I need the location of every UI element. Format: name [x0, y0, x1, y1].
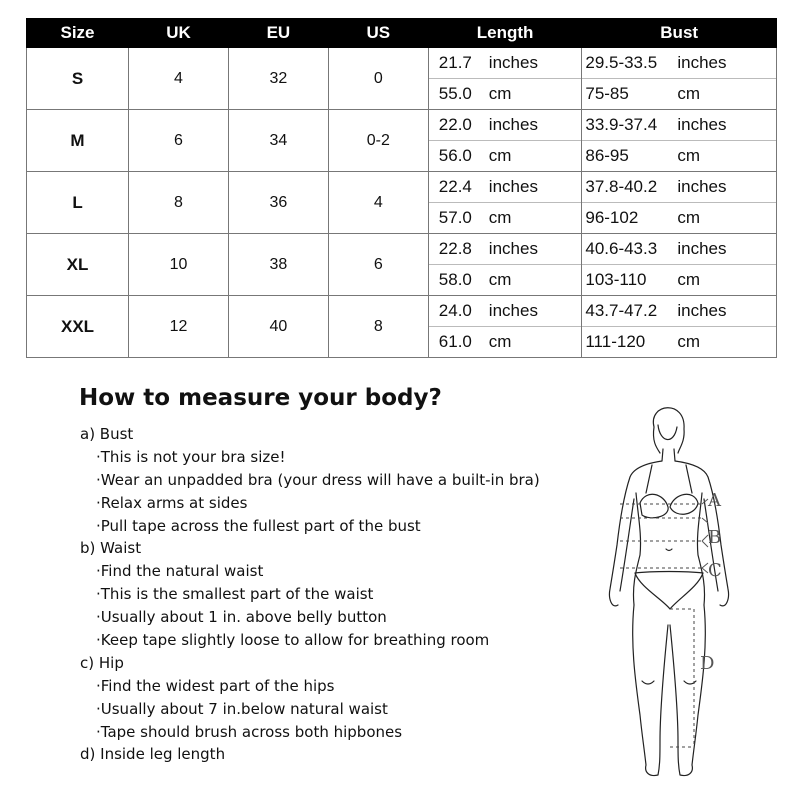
- guide-tip: ·Usually about 7 in.below natural waist: [96, 699, 388, 718]
- body-outline-illustration: [590, 395, 750, 785]
- measure-guide-list: [80, 423, 540, 766]
- bust-cm-unit: cm: [677, 146, 701, 165]
- guide-section-heading: d) Inside leg length: [80, 745, 226, 764]
- length-cm-unit: cm: [488, 208, 512, 227]
- bust-cell: [582, 172, 777, 234]
- length-inches-unit: inches: [488, 177, 538, 196]
- length-cell: [428, 48, 582, 110]
- bust-cm: [582, 265, 776, 295]
- length-inches-value: 24.0: [438, 301, 472, 320]
- length-cm-value: 56.0: [438, 146, 472, 165]
- figure-label-a: A: [708, 490, 721, 511]
- bust-cm-unit: cm: [677, 270, 701, 289]
- us-cell: 8: [328, 296, 428, 358]
- guide-tip: ·Pull tape across the fullest part of the bust: [96, 516, 421, 535]
- length-cm-value: 58.0: [438, 270, 472, 289]
- us-cell: 0: [328, 48, 428, 110]
- length-cm-unit: cm: [488, 84, 512, 103]
- bust-inches: [582, 296, 776, 327]
- us-cell: 0-2: [328, 110, 428, 172]
- size-cell: XXL: [27, 296, 129, 358]
- bust-cell: [582, 48, 777, 110]
- bust-cell: [582, 296, 777, 358]
- length-cm-unit: cm: [488, 146, 512, 165]
- length-inches-value: 22.8: [438, 239, 472, 258]
- size-chart-table: [26, 18, 777, 358]
- table-row: [27, 110, 777, 172]
- length-inches-unit: inches: [488, 53, 538, 72]
- figure-label-d: D: [700, 653, 715, 674]
- eu-cell: 36: [228, 172, 328, 234]
- figure-label-b: B: [708, 527, 722, 548]
- guide-tip: ·Wear an unpadded bra (your dress will have a built-in bra): [96, 470, 540, 489]
- length-inches-unit: inches: [488, 239, 538, 258]
- guide-tip: ·Tape should brush across both hipbones: [96, 722, 403, 741]
- guide-tip: ·Find the natural waist: [96, 562, 264, 581]
- size-cell: S: [27, 48, 129, 110]
- size-cell: XL: [27, 234, 129, 296]
- guide-tip: ·Relax arms at sides: [96, 493, 248, 512]
- bust-cm-value: 111-120: [585, 332, 646, 351]
- bust-cm-value: 86-95: [585, 146, 629, 165]
- length-cell: [428, 296, 582, 358]
- length-cell: [428, 172, 582, 234]
- bust-inches-value: 40.6-43.3: [585, 239, 658, 258]
- bust-inches-value: 33.9-37.4: [585, 115, 658, 134]
- length-cell: [428, 234, 582, 296]
- bust-cm-value: 75-85: [585, 84, 629, 103]
- column-header-eu: EU: [228, 19, 328, 48]
- uk-cell: 8: [129, 172, 229, 234]
- length-inches-value: 21.7: [438, 53, 472, 72]
- bust-cm-unit: cm: [677, 332, 701, 351]
- bust-inches: [582, 48, 776, 79]
- eu-cell: 38: [228, 234, 328, 296]
- length-cm-value: 57.0: [438, 208, 472, 227]
- length-inches: [429, 234, 582, 265]
- length-cm: [429, 79, 582, 109]
- bust-inches-value: 43.7-47.2: [585, 301, 658, 320]
- length-cm: [429, 141, 582, 171]
- bust-inches-value: 29.5-33.5: [585, 53, 658, 72]
- bust-cm-unit: cm: [677, 208, 701, 227]
- bust-inches-unit: inches: [677, 301, 727, 320]
- table-row: [27, 234, 777, 296]
- guide-tip: ·Find the widest part of the hips: [96, 676, 335, 695]
- guide-tip: ·This is the smallest part of the waist: [96, 585, 374, 604]
- length-inches-unit: inches: [488, 301, 538, 320]
- bust-cm: [582, 327, 776, 357]
- eu-cell: 32: [228, 48, 328, 110]
- column-header-us: US: [328, 19, 428, 48]
- bust-cm-value: 103-110: [585, 270, 647, 289]
- length-inches-value: 22.4: [438, 177, 472, 196]
- length-inches-value: 22.0: [438, 115, 472, 134]
- bust-cm: [582, 79, 776, 109]
- table-row: [27, 172, 777, 234]
- length-cm: [429, 203, 582, 233]
- length-inches: [429, 110, 582, 141]
- length-cell: [428, 110, 582, 172]
- size-cell: L: [27, 172, 129, 234]
- column-header-uk: UK: [129, 19, 229, 48]
- guide-section-heading: c) Hip: [80, 653, 124, 672]
- uk-cell: 6: [129, 110, 229, 172]
- uk-cell: 10: [129, 234, 229, 296]
- bust-cell: [582, 234, 777, 296]
- bust-inches-value: 37.8-40.2: [585, 177, 658, 196]
- column-header-size: Size: [27, 19, 129, 48]
- length-cm-value: 55.0: [438, 84, 472, 103]
- bust-inches: [582, 110, 776, 141]
- table-row: [27, 48, 777, 110]
- body-measurement-figure: [590, 395, 750, 785]
- bust-cm-unit: cm: [677, 84, 701, 103]
- bust-inches-unit: inches: [677, 115, 727, 134]
- eu-cell: 34: [228, 110, 328, 172]
- eu-cell: 40: [228, 296, 328, 358]
- bust-cm: [582, 203, 776, 233]
- column-header-bust: Bust: [582, 19, 777, 48]
- column-header-length: Length: [428, 19, 582, 48]
- bust-inches-unit: inches: [677, 177, 727, 196]
- length-inches: [429, 296, 582, 327]
- length-inches: [429, 48, 582, 79]
- length-cm-value: 61.0: [438, 332, 472, 351]
- size-cell: M: [27, 110, 129, 172]
- guide-tip: ·Keep tape slightly loose to allow for breathing room: [96, 631, 490, 650]
- us-cell: 4: [328, 172, 428, 234]
- length-cm: [429, 265, 582, 295]
- us-cell: 6: [328, 234, 428, 296]
- bust-cm: [582, 141, 776, 171]
- bust-inches-unit: inches: [677, 239, 727, 258]
- bust-inches-unit: inches: [677, 53, 727, 72]
- guide-tip: ·Usually about 1 in. above belly button: [96, 608, 387, 627]
- bust-inches: [582, 234, 776, 265]
- uk-cell: 4: [129, 48, 229, 110]
- length-cm-unit: cm: [488, 332, 512, 351]
- figure-label-c: C: [708, 560, 722, 581]
- guide-section-heading: a) Bust: [80, 425, 134, 443]
- guide-section-heading: b) Waist: [80, 539, 142, 558]
- length-cm-unit: cm: [488, 270, 512, 289]
- table-header-row: [27, 19, 777, 48]
- bust-inches: [582, 172, 776, 203]
- length-cm: [429, 327, 582, 357]
- bust-cell: [582, 110, 777, 172]
- length-inches-unit: inches: [488, 115, 538, 134]
- length-inches: [429, 172, 582, 203]
- uk-cell: 12: [129, 296, 229, 358]
- bust-cm-value: 96-102: [585, 208, 639, 227]
- measure-guide-title: How to measure your body?: [79, 385, 442, 411]
- guide-tip: ·This is not your bra size!: [96, 447, 286, 466]
- table-row: [27, 296, 777, 358]
